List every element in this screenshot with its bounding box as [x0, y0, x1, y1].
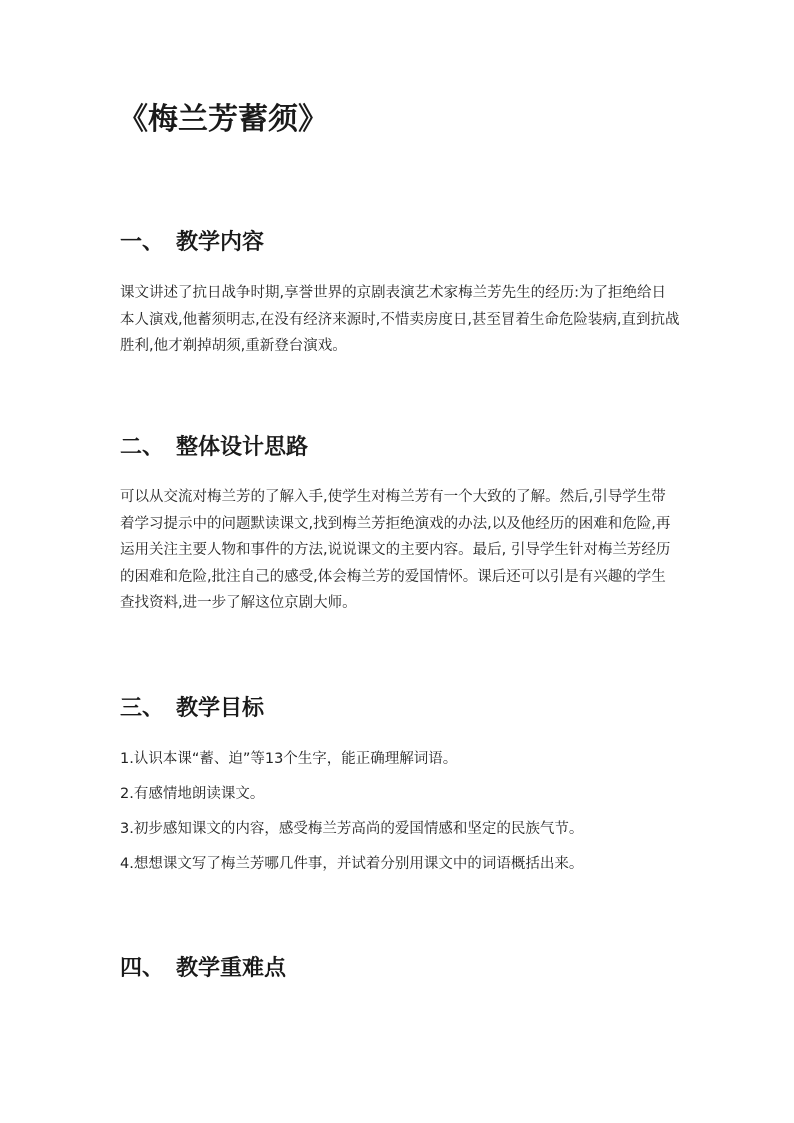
objective-item: 1.认识本课“蓄、迫”等13个生字，能正确理解词语。	[120, 751, 458, 767]
section-heading-key-difficulties	[120, 953, 286, 985]
section-heading-teaching-content	[120, 227, 264, 259]
teaching-content-paragraph: 课文讲述了抗日战争时期,享誉世界的京剧表演艺术家梅兰芳先生的经历:为了拒绝给日本人演戏,他蓄须明志,在没有经济来源时,不惜卖房度日,甚至冒着生命危险装病,直到抗战胜利,他才剃掉胡须,重新登台演戏。	[120, 285, 680, 354]
document-title: 《梅兰芳蓄须》	[118, 102, 328, 137]
section-heading-teaching-objectives	[120, 693, 264, 725]
section-heading-design-approach	[120, 432, 308, 464]
objective-item: 4.想想课文写了梅兰芳哪几件事，并试着分别用课文中的词语概括出来。	[120, 856, 584, 872]
objective-item: 2.有感情地朗读课文。	[120, 786, 265, 802]
section-title: 整体设计思路	[176, 435, 309, 460]
section-number: 三、	[120, 696, 165, 721]
objective-item: 3.初步感知课文的内容，感受梅兰芳高尚的爱国情感和坚定的民族气节。	[120, 821, 584, 837]
design-approach-paragraph: 可以从交流对梅兰芳的了解入手,使学生对梅兰芳有一个大致的了解。然后,引导学生带着学习提示中的问题默读课文,找到梅兰芳拒绝演戏的办法,以及他经历的困难和危险,再运用关注主要人物和事件的方法,说说课文的主要内容。最后, 引导学生针对梅兰芳经历的困难和危险,批注自己的感受,体会梅兰芳的爱国情怀。课后还可以引是有兴趣的学生查找资料,进一步了解这位京剧大师。	[120, 489, 671, 611]
section-number: 一、	[120, 230, 165, 255]
section-title: 教学内容	[176, 230, 265, 255]
section-title: 教学重难点	[176, 956, 287, 981]
section-title: 教学目标	[176, 696, 265, 721]
section-number: 四、	[120, 956, 165, 981]
section-number: 二、	[120, 435, 165, 460]
